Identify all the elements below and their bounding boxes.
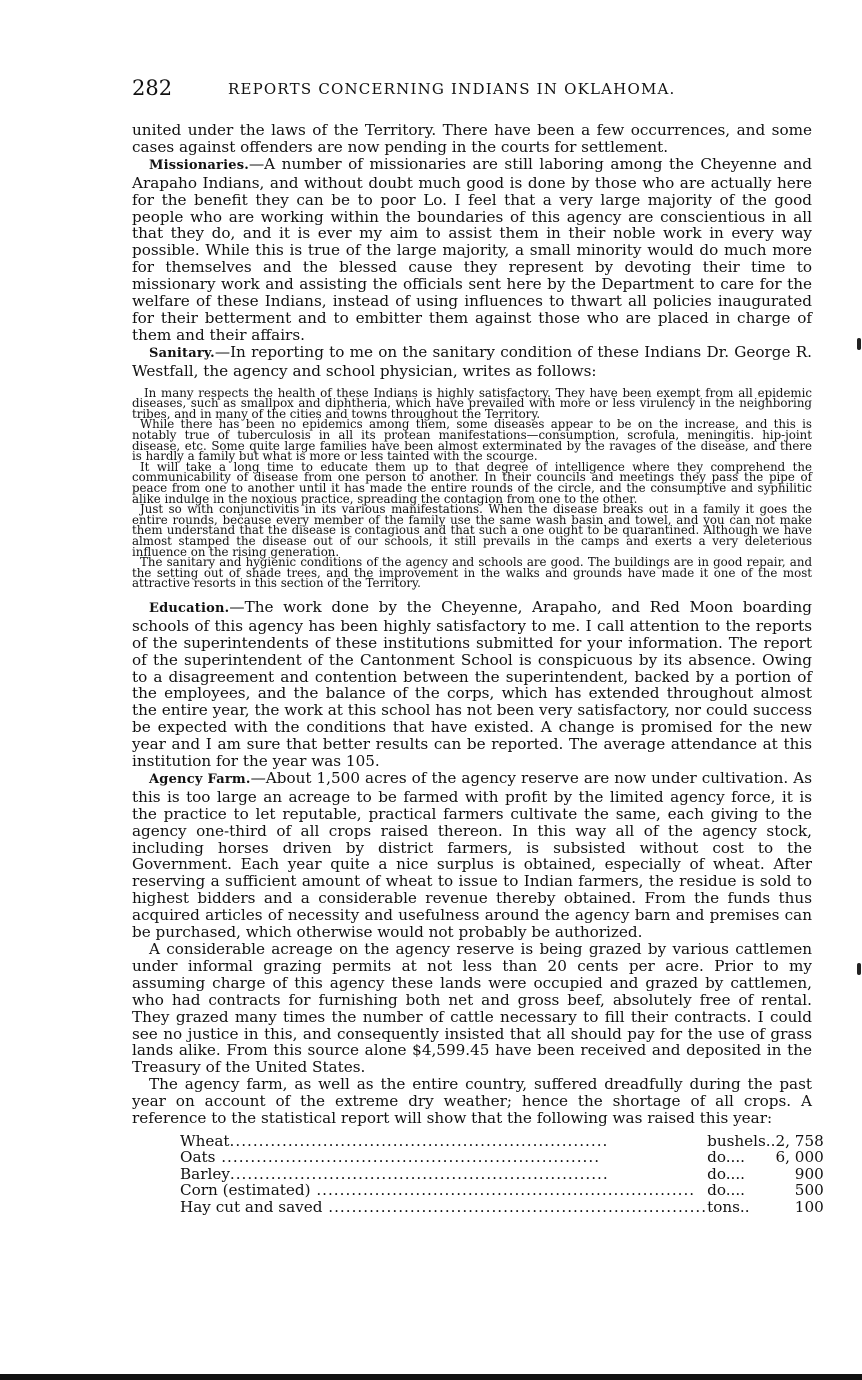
running-title: REPORTS CONCERNING INDIANS IN OKLAHOMA.	[228, 80, 676, 98]
quote-paragraph: The sanitary and hygienic conditions of the agency and schools are good. The buildings are in good repair, and the setting out of shade trees, and the improvement in the walks and grounds have made it one of the most attractive resorts in this section of the Territory.	[132, 555, 812, 591]
crop-unit: do....	[707, 1164, 746, 1183]
paragraph-missionaries	[132, 156, 812, 344]
margin-mark	[857, 338, 861, 350]
crop-unit: do....	[707, 1181, 746, 1200]
crop-amount: 100	[794, 1197, 824, 1216]
crop-unit: do....	[707, 1148, 746, 1167]
crop-amount: 2, 758	[775, 1131, 824, 1150]
table-row	[180, 1149, 824, 1165]
table-row	[180, 1182, 824, 1198]
paragraph-agency-farm	[132, 770, 812, 941]
crop-name: Corn (estimated)	[180, 1182, 311, 1199]
paragraph-sanitary	[132, 344, 812, 380]
sanitary-text: —In reporting to me on the sanitary condition of these Indians Dr. George R. Westfall, the agency and school physician, writes as follows:	[132, 342, 812, 380]
paragraph-continuation: united under the laws of the Territory. There have been a few occurrences, and some cases against offenders are now pending in the courts for settlement.	[132, 121, 812, 156]
leader-dots: .................................................................	[215, 1149, 601, 1166]
margin-mark	[857, 963, 861, 975]
crop-unit: bushels..	[707, 1131, 776, 1150]
paragraph-drought: The agency farm, as well as the entire country, suffered dreadfully during the past year on account of the extreme dry weather; hence the shortage of all crops. A reference to the statistical report will show that the following was raised this year:	[132, 1075, 812, 1128]
quote-paragraph: It will take a long time to educate them up to that degree of intelligence where they comprehend the communicability of disease from one person to another. In their councils and meetings they pass the pipe of peace from one to another until it has made the entire rounds of the circle, and the consumptive and syphilitic alike indulge in the noxious practice, spreading the contagion from one to the other.	[132, 459, 812, 506]
crop-name: Wheat	[180, 1132, 230, 1150]
crop-name: Barley	[180, 1165, 230, 1183]
crop-amount: 6, 000	[775, 1148, 824, 1167]
leader-dots: .................................................................	[229, 1132, 609, 1150]
quote-paragraph: While there has been no epidemics among them, some diseases appear to be on the increase, and this is notably true of tuberculosis in all its protean manifestations—consumption, scrofula, meningitis. hip-joint disease, etc. Some quite large families have been almost exterminated by the ravages of the disease, and there is hardly a family but what is more or less tainted with the scourge.	[132, 417, 812, 464]
leader-dots: .................................................................	[322, 1198, 708, 1215]
agency-farm-text: —About 1,500 acres of the agency reserve are now under cultivation. As this is too large an acreage to be farmed with profit by the limited agency force, it is the practice to let reputable, practical farmers cultivate the same, each giving to the agency one-third of all crops raised thereon. In this way all of the agency stock, including horses driven by district farmers, is subsisted without cost to the Government. Each year quite a nice surplus is obtained, especially of wheat. After reserving a sufficient amount of wheat to issue to Indian farmers, the residue is sold to highest bidders and a considerable revenue thereby obtained. From the funds thus acquired articles of necessity and usefulness around the agency barn and premises can be purchased, which otherwise would not probably be authorized.	[132, 768, 812, 942]
page-number: 282	[132, 76, 173, 100]
table-row	[180, 1199, 824, 1215]
leader-dots: .................................................................	[229, 1165, 609, 1183]
scan-bottom-border	[0, 1374, 862, 1380]
paragraph-grazing: A considerable acreage on the agency reserve is being grazed by various cattlemen under informal grazing permits at not less than 20 cents per acre. Prior to my assuming charge of this agency these lands were occupied and grazed by cattlemen, who had contracts for furnishing both net and gross beef, absolutely free of rental. They grazed many times the number of cattle necessary to fill their contracts. I could see no justice in this, and consequently insisted that all should pay for the use of grass lands alike. From this source alone $4,599.45 have been received and deposited in the Treasury of the United States.	[132, 940, 812, 1077]
run-in-heading-missionaries: Missionaries.	[149, 157, 249, 173]
paragraph-education	[132, 599, 812, 770]
education-text: —The work done by the Cheyenne, Arapaho, and Red Moon boarding schools of this agency has been highly satisfactory to me. I call attention to the reports of the superintendents of these institutions submitted for your information. The report of the superintendent of the Cantonment School is conspicuous by its absence. Owing to a disagreement and contention between the superintendent, backed by a portion of the employees, and the balance of the corps, which has extended throughout almost the entire year, the work at this school has not been very satisfactory, nor could success be expected with the conditions that have existed. A change is promised for the new year and I am sure that better results can be reported. The average attendance at this institution for the year was 105.	[132, 597, 812, 771]
missionaries-text: —A number of missionaries are still laboring among the Cheyenne and Arapaho Indians, and without doubt much good is done by those who are actually here for the benefit they can be to poor Lo. I feel that a very large majority of the good people who are working within the boundaries of this agency are conscientious in all that they do, and it is ever my aim to assist them in their noble work in every way possible. While this is true of the large majority, a small minority would do much more for themselves and the blessed cause they represent by devoting their time to missionary work and assisting the officials sent here by the Department to care for the welfare of these Indians, instead of using influences to thwart all policies inaugurated for their betterment and to embitter them against those who are placed in charge of them and their affairs.	[132, 154, 812, 344]
table-row	[180, 1166, 824, 1182]
table-row	[180, 1133, 824, 1149]
crop-unit: tons..	[707, 1197, 750, 1216]
crop-table	[180, 1133, 824, 1215]
run-in-heading-sanitary: Sanitary.	[149, 345, 215, 361]
leader-dots: .................................................................	[310, 1182, 696, 1199]
body-text	[132, 121, 824, 1216]
physician-quote	[132, 385, 812, 591]
run-in-heading-agency-farm: Agency Farm.	[149, 771, 251, 787]
quote-paragraph: Just so with conjunctivitis in its various manifestations. When the disease breaks out in a family it goes the entire rounds, because every member of the family use the same wash basin and towel, and you can not make them understand that the disease is contagious and that such a one ought to be quarantined. Although we have almost stamped the disease out of our schools, it still prevails in the camps and exerts a very deleterious influence on the rising generation.	[132, 502, 812, 559]
crop-name: Oats	[180, 1149, 216, 1166]
page-header	[132, 76, 812, 104]
crop-amount: 900	[794, 1164, 824, 1183]
crop-amount: 500	[794, 1181, 824, 1200]
quote-paragraph: In many respects the health of these Indians is highly satisfactory. They have been exempt from all epidemic diseases, such as smallpox and diphtheria, which have prevailed with more or less virulency in the neighboring tribes, and in many of the cities and towns throughout the Territory.	[132, 385, 812, 421]
crop-name: Hay cut and saved	[180, 1198, 323, 1215]
run-in-heading-education: Education.	[149, 600, 230, 616]
